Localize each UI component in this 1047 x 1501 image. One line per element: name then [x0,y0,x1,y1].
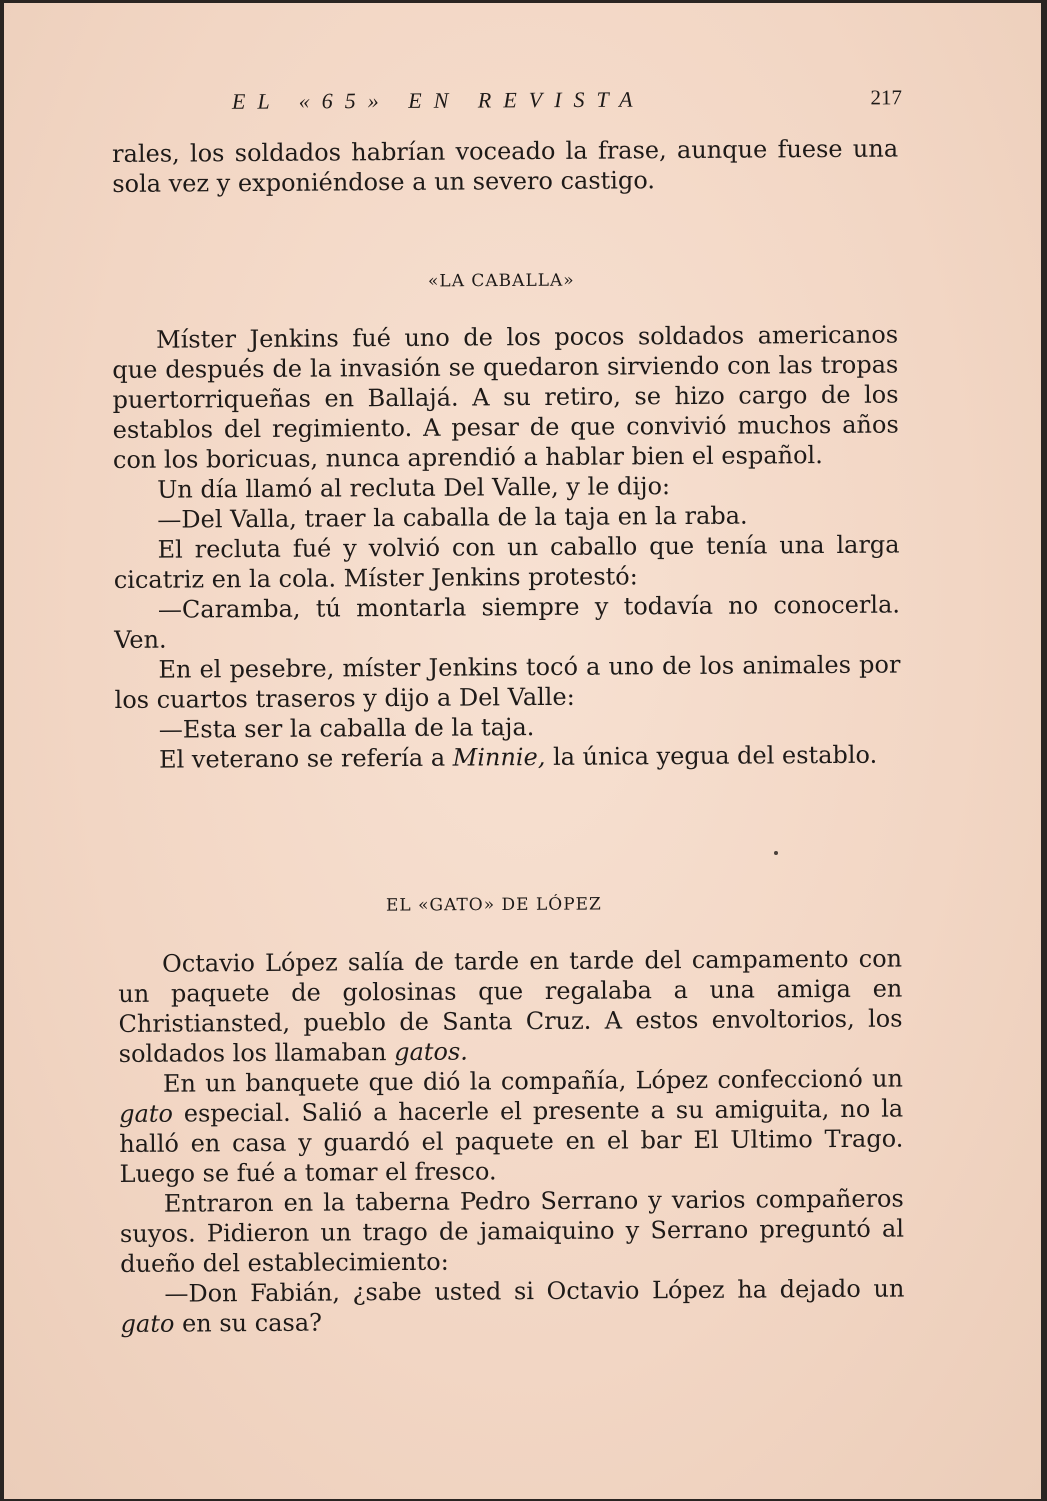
paragraph [118,944,903,1069]
intro-block [112,134,898,199]
dialogue-line [120,1274,904,1339]
emphasis: Minnie, [452,742,546,772]
text-run: El veterano se refería a [158,743,453,774]
paragraph: Entraron en la taberna Pedro Serrano y varios compañeros suyos. Pidieron un trago de jamaiquino y Serrano preguntó al dueño del establecimiento: [119,1184,905,1278]
paragraph: Míster Jenkins fué uno de los pocos soldados americanos que después de la invasión se quedaron sirviendo con las tropas puertorriqueñas en Ballajá. A su retiro, se hizo cargo de los establos del regimiento. A pesar de que convivió muchos años con los boricuas, nunca aprendió a hablar bien el español. [112,320,899,474]
paragraph: En el pesebre, míster Jenkins tocó a uno de los animales por los cuartos traseros y dijo a Del Valle: [114,650,901,714]
running-head [232,85,902,119]
text-run: especial. Salió a hacerle el presente a su amiguita, no la halló en casa y guardó el paquete en el bar El Ultimo Trago. Luego se fué a tomar el fresco. [119,1094,904,1188]
paper-speck [774,851,778,855]
section-el-gato-body [118,944,905,1339]
paragraph [115,740,901,775]
section-heading-la-caballa: «LA CABALLA» [427,270,575,292]
paragraph [119,1064,904,1189]
emphasis: gato [119,1099,174,1128]
emphasis: gato [120,1309,175,1338]
text-run: Octavio López salía de tarde en tarde del campamento con un paquete de golosinas que regalaba a una amiga en Christiansted, pueblo de Santa Cruz. A estos envoltorios, los soldados los llamaban [118,944,903,1068]
text-run: la única yegua del establo. [545,740,878,771]
section-heading-el-gato: EL «GATO» DE LÓPEZ [385,894,602,916]
dialogue-line: —Caramba, tú montarla siempre y todavía no conocerla. Ven. [114,590,901,654]
running-title: EL «65» EN REVISTA [231,86,645,114]
text-run: En un banquete que dió la compañía, López confeccionó un [162,1064,904,1098]
page-number: 217 [870,85,903,110]
dialogue-line: —Esta ser la caballa de la taja. [158,713,535,744]
emphasis: gatos. [394,1037,468,1067]
text-run: —Don Fabián, ¿sabe usted si Octavio López ha dejado un [164,1274,905,1308]
paragraph: Un día llamó al recluta Del Valle, y le dijo: [157,472,671,504]
dialogue-line: —Del Valla, traer la caballa de la taja en la raba. [157,501,748,534]
paragraph: El recluta fué y volvió con un caballo que tenía una larga cicatriz en la cola. Míster Jenkins protestó: [113,530,900,594]
text-run: en su casa? [174,1308,323,1338]
section-la-caballa-body [112,320,901,775]
intro-paragraph: rales, los soldados habrían voceado la frase, aunque fuese una sola vez y exponiéndose a un severo castigo. [112,134,899,198]
